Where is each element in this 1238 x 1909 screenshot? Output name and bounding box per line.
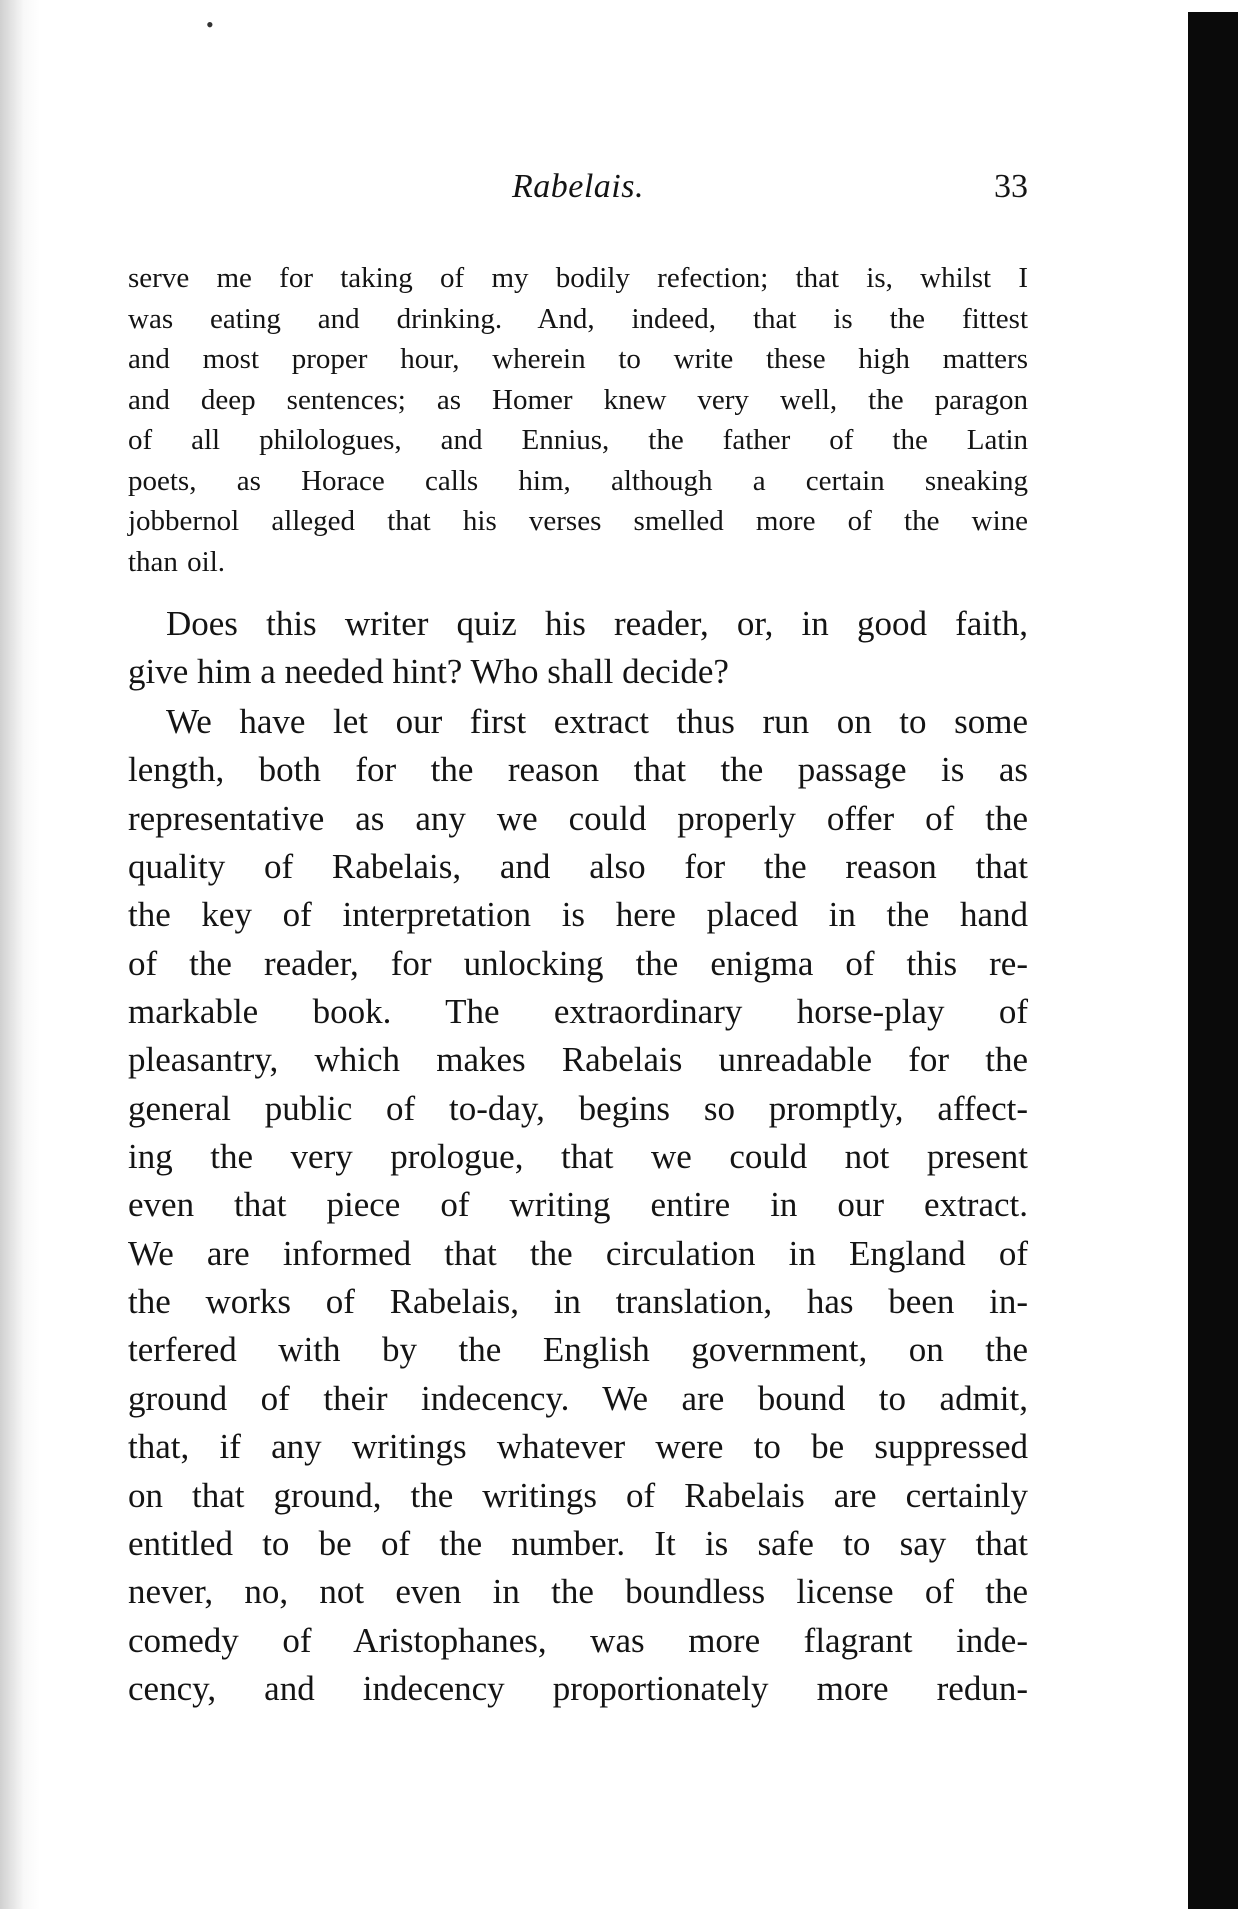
body-line: ing the very prologue, that we could not present <box>128 1137 1028 1177</box>
quote-line: and deep sentences; as Homer knew very well, the paragon <box>128 383 1028 416</box>
body-line: never, no, not even in the boundless license of the <box>128 1572 1028 1612</box>
ink-speck: • <box>206 12 214 37</box>
paragraph-main <box>128 698 1028 1713</box>
page-edge-shadow <box>0 0 40 1909</box>
body-line: Does this writer quiz his reader, or, in good faith, <box>166 604 1028 643</box>
running-header <box>128 168 1028 228</box>
body-line: even that piece of writing entire in our extract. <box>128 1185 1028 1225</box>
scan-border-bar <box>1188 12 1238 1909</box>
body-line: markable book. The extraordinary horse-play of <box>128 992 1028 1032</box>
quote-line: jobbernol alleged that his verses smelled more of the wine <box>128 505 1028 537</box>
body-line: representative as any we could properly offer of the <box>128 798 1028 838</box>
body-line: the works of Rabelais, in translation, has been in- <box>128 1282 1028 1322</box>
body-line: general public of to-day, begins so promptly, affect- <box>128 1088 1028 1128</box>
page-number: 33 <box>994 168 1028 205</box>
body-line: length, both for the reason that the passage is as <box>128 750 1028 790</box>
quote-line: than oil. <box>128 545 226 578</box>
quoted-extract <box>128 258 1028 582</box>
body-line: comedy of Aristophanes, was more flagrant inde- <box>128 1620 1028 1660</box>
body-line: of the reader, for unlocking the enigma of this re- <box>128 943 1028 983</box>
body-line: We have let our first extract thus run on to some <box>166 702 1028 741</box>
body-line: the key of interpretation is here placed in the hand <box>128 895 1028 935</box>
quote-line: of all philologues, and Ennius, the father of the Latin <box>128 424 1028 456</box>
quote-line: serve me for taking of my bodily refection; that is, whilst I <box>128 262 1028 294</box>
body-line: give him a needed hint? Who shall decide? <box>128 652 729 691</box>
quote-line: and most proper hour, wherein to write these high matters <box>128 343 1028 375</box>
body-line: terfered with by the English government, on the <box>128 1330 1028 1370</box>
quote-line: was eating and drinking. And, indeed, that is the fittest <box>128 302 1028 335</box>
body-line: on that ground, the writings of Rabelais are certainly <box>128 1475 1028 1515</box>
body-line: We are informed that the circulation in England of <box>128 1233 1028 1273</box>
body-line: quality of Rabelais, and also for the reason that <box>128 847 1028 887</box>
quote-line: poets, as Horace calls him, although a certain sneaking <box>128 464 1028 497</box>
paragraph-question <box>128 600 1028 696</box>
running-title: Rabelais. <box>512 168 644 205</box>
body-line: cency, and indecency proportionately more redun- <box>128 1668 1028 1708</box>
body-line: that, if any writings whatever were to be suppressed <box>128 1427 1028 1467</box>
body-line: pleasantry, which makes Rabelais unreadable for the <box>128 1040 1028 1080</box>
body-line: entitled to be of the number. It is safe to say that <box>128 1523 1028 1563</box>
body-line: ground of their indecency. We are bound to admit, <box>128 1378 1028 1418</box>
